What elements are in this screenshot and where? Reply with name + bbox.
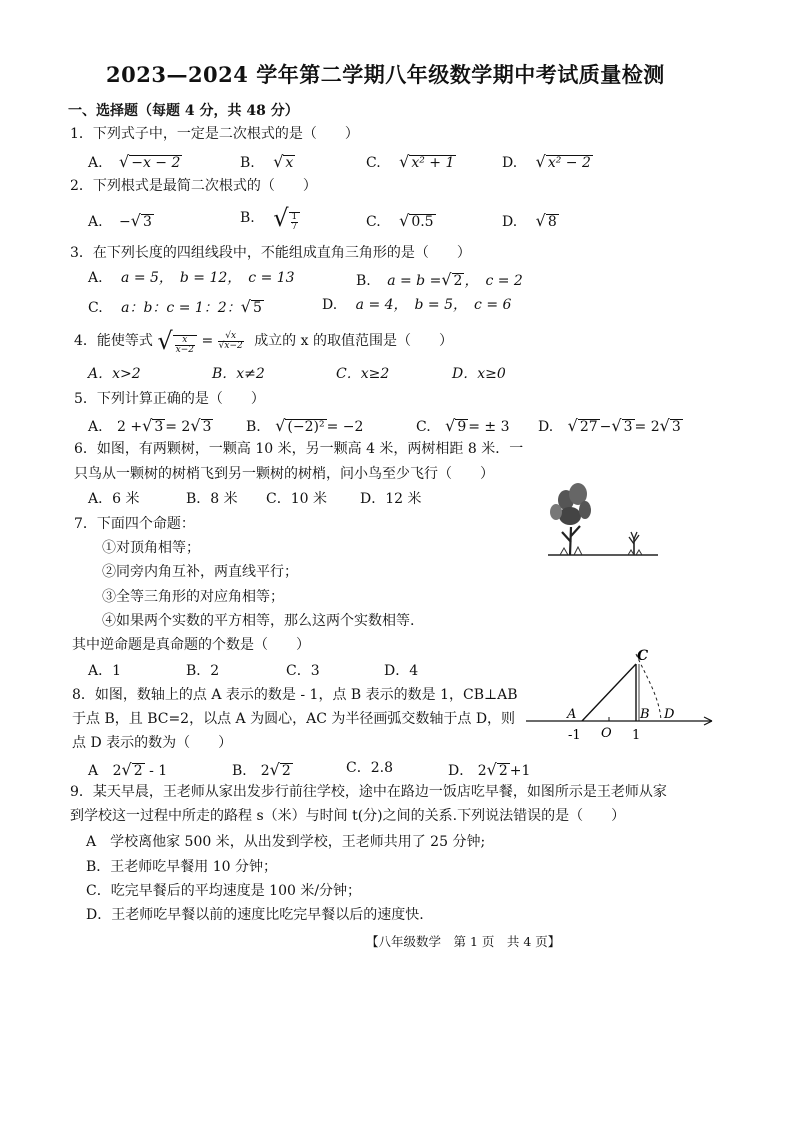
q8-option-a: A 2√ 2 - 1	[88, 760, 168, 779]
q3-option-a: A. a = 5， b = 12， c = 13	[88, 270, 295, 286]
q7-option-a: A．1	[88, 663, 122, 679]
q8-option-d: D． 2√ 2 +1	[448, 760, 531, 779]
two-trees-figure	[540, 472, 670, 564]
q8-option-c: C．2.8	[346, 760, 393, 776]
q6-line-2: 只鸟从一颗树的树梢飞到另一颗树的树梢，问小鸟至少飞行（ ）	[74, 466, 494, 482]
number-line-figure	[524, 646, 724, 746]
q1-option-d: D. √ x² − 2	[502, 152, 591, 171]
q7-option-c: C．3	[286, 663, 320, 679]
q1-stem: 1．下列式子中，一定是二次根式的是（ ）	[70, 126, 359, 142]
q2-option-b: B. √ $\frac{1}{7}$	[240, 204, 300, 233]
q7-stem: 7．下面四个命题：	[74, 516, 195, 532]
q5-stem: 5．下列计算正确的是（ ）	[74, 391, 265, 407]
q6-option-c: C．10 米	[266, 491, 327, 507]
segment-ac	[582, 664, 636, 721]
q3-stem: 3．在下列长度的四组线段中，不能组成直角三角形的是（ ）	[70, 245, 471, 261]
exam-title: 2023—2024 学年第二学期八年级数学期中考试质量检测	[106, 62, 665, 87]
q4-option-b: B．x≠2	[212, 366, 265, 382]
label-neg-one: -1	[568, 728, 581, 743]
q4-option-a: A．x>2	[88, 366, 141, 382]
q7-proposition-4: ④如果两个实数的平方相等，那么这两个实数相等.	[102, 613, 415, 629]
label-c: C	[637, 648, 649, 664]
q6-option-a: A．6 米	[88, 491, 140, 507]
tall-tree	[550, 483, 591, 555]
q3-option-c: C. a：b：c = 1：2：√ 5	[88, 297, 262, 316]
q9-option-c: C．吃完早餐后的平均速度是 100 米/分钟；	[86, 883, 362, 899]
q8-line-2: 于点 B，且 BC=2，以点 A 为圆心，AC 为半径画弧交数轴于点 D，则	[72, 711, 516, 727]
q7-proposition-3: ③全等三角形的对应角相等；	[102, 589, 284, 605]
q5-option-a: A. 2 +√ 3 = 2√ 3	[88, 416, 212, 435]
page-footer: 【八年级数学 第 1 页 共 4 页】	[366, 934, 561, 949]
q3-option-d: D. a = 4， b = 5， c = 6	[322, 297, 512, 313]
q4-stem: 4．能使等式 √ $\frac{x}{x-2}$ = $\frac{√x}{√x-2}$ 成立的 x 的取值范围是（ ）	[74, 327, 453, 355]
q9-option-b: B．王老师吃早餐用 10 分钟；	[86, 859, 278, 875]
q4-option-c: C．x≥2	[336, 366, 390, 382]
q6-option-b: B．8 米	[186, 491, 238, 507]
label-b: B	[640, 707, 650, 722]
short-tree	[628, 532, 642, 555]
q5-option-b: B. √ (−2)² = −2	[246, 416, 364, 435]
label-one: 1	[632, 728, 641, 743]
q6-option-d: D．12 米	[360, 491, 422, 507]
q2-option-c: C. √ 0.5	[366, 211, 434, 230]
q9-line-2: 到学校这一过程中所走的路程 s（米）与时间 t(分)之间的关系.下列说法错误的是（ ）	[70, 808, 626, 824]
label-o: O	[601, 726, 612, 741]
q4-option-d: D．x≥0	[452, 366, 506, 382]
label-a: A	[567, 707, 577, 722]
q1-option-c: C. √ x² + 1	[366, 152, 455, 171]
q8-line-1: 8．如图，数轴上的点 A 表示的数是 - 1，点 B 表示的数是 1，CB⊥AB	[72, 687, 518, 703]
q2-option-a: A. −√ 3	[88, 211, 152, 230]
q9-option-a: A 学校离他家 500 米，从出发到学校，王老师共用了 25 分钟;	[86, 834, 486, 850]
q9-option-d: D．王老师吃早餐以前的速度比吃完早餐以后的速度快.	[86, 907, 424, 923]
label-d: D	[664, 707, 675, 722]
q2-stem: 2．下列根式是最简二次根式的（ ）	[70, 178, 317, 194]
q1-option-b: B. √ x	[240, 152, 294, 171]
q5-option-c: C. √ 9 = ± 3	[416, 416, 510, 435]
q6-line-1: 6．如图，有两颗树，一颗高 10 米，另一颗高 4 米，两树相距 8 米．一	[74, 441, 524, 457]
q9-line-1: 9．某天早晨，王老师从家出发步行前往学校，途中在路边一饭店吃早餐，如图所示是王老师从家	[70, 784, 667, 800]
q1-option-a: A. √ −x − 2	[88, 152, 181, 171]
q7-option-d: D．4	[384, 663, 419, 679]
q3-option-b: B. a = b =√ 2 ， c = 2	[356, 270, 523, 289]
q7-proposition-1: ①对顶角相等；	[102, 540, 200, 556]
q5-option-d: D. √ 27 −√ 3 = 2√ 3	[538, 416, 681, 435]
q7-option-b: B．2	[186, 663, 220, 679]
q8-option-b: B． 2√ 2	[232, 760, 291, 779]
q7-proposition-2: ②同旁内角互补，两直线平行；	[102, 564, 298, 580]
q8-line-3: 点 D 表示的数为（ ）	[72, 735, 233, 751]
q7-question: 其中逆命题是真命题的个数是（ ）	[72, 637, 310, 653]
section-heading: 一、选择题（每题 4 分，共 48 分）	[68, 103, 299, 119]
q2-option-d: D. √ 8	[502, 211, 557, 230]
